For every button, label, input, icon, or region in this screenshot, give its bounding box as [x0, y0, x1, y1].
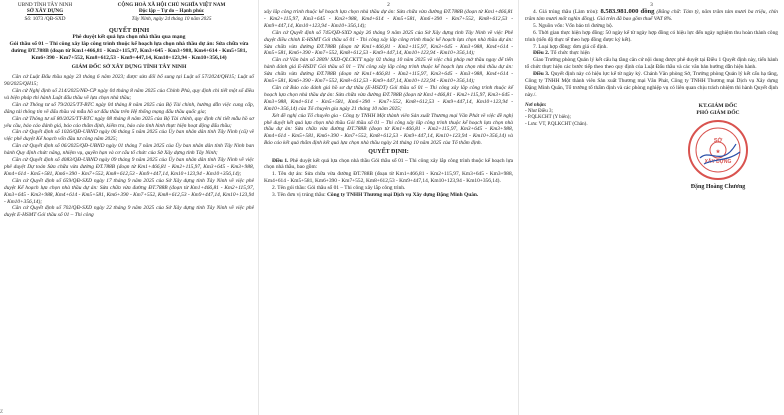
basis-paragraph: Căn cứ Quyết định số 702/QĐ-SXD ngày 22 tháng 9 năm 2025 của Sở Xây dựng tỉnh Tây Ninh về việc phê duyệt E-HSMT Gói thầu số 01 – Thi công	[4, 205, 254, 219]
edge-mark: Z	[0, 410, 4, 415]
agency-name: SỞ XÂY DỰNG	[26, 8, 64, 15]
issuing-authority: GIÁM ĐỐC SỞ XÂY DỰNG TỈNH TÂY NINH	[71, 64, 187, 71]
article-1-item: 6. Thời gian thực hiện hợp đồng: 50 ngày kể từ ngày hợp đồng có hiệu lực đến ngày nghiệm thu hoàn thành công trình (tiến độ thực tế theo hợp đồng được ký kết).	[525, 29, 778, 43]
document-number: Số: 1073 /QĐ-SXD	[24, 16, 66, 23]
signature-section	[525, 103, 778, 191]
basis-paragraph: Căn cứ Văn bản số 2809/ SXD-QLCKTT ngày 02 tháng 10 năm 2025 về việc chủ pháp mở thầu ngay để tiến hành đánh giá E-HSDT Gói thầu số 01 – Thi công xây lắp công trình thuộc kế hoạch lựa chọn nhà thầu dự án: Sửa chữa vừa đường ĐT.788B (đoạn từ Km1+466,81 - Km2+115,97, Km3+645 - Km3+988, Km4+614 - Km5+581, Km6+390 - Km7+552, Km8+612,53 - Km9+447,14, Km10+123,94 - Km10+356,14);	[264, 57, 513, 85]
basis-paragraph: Xét đề nghị của Tổ chuyên gia - Công ty TNHH Một thành viên Sản xuất Thương mại Văn Phát về việc đề nghị phê duyệt kết quả lựa chọn nhà thầu Gói thầu số 01 – Thi công xây lắp công trình thuộc kế hoạch lựa chọn nhà thầu dự án: Sửa chữa vừa đường ĐT.788B (đoạn từ Km1+466,81 - Km2+115,97, Km3+645 - Km3+988, Km4+614 - Km5+581, Km6+390 - Km7+552, Km8+612,53 - Km9+447,14, Km10+123,94 - Km10+356,14) và Báo cáo kết quả thẩm định kết quả lựa chọn nhà thầu ngày 24 tháng 10 năm 2025 của Tổ thẩm định.	[264, 112, 513, 147]
winner-name: Công ty TNHH Thương mại Dịch vụ Xây dựng Đặng Minh Quân.	[327, 192, 479, 199]
article-1-label: Điều 1.	[272, 157, 289, 164]
basis-paragraph: Căn cứ Quyết định số 4083/QĐ-UBND ngày 09 tháng 9 năm 2025 của Ủy ban nhân dân tỉnh Tây Ninh về việc phê duyệt Dự toán Sửa chữa vừa đường ĐT.788B (đoạn từ Km1+466,81 - Km2+115,97, Km3+645 - Km3+988, Km4+614 - Km5+581, Km6+390 - Km7+552, Km8+612,53 - Km9+447,14, Km10+123,94 - Km10+356,14);	[4, 157, 254, 177]
article-3-text: Quyết định này có hiệu lực kể từ ngày ký. Chánh Văn phòng Sở, Trưởng phòng Quản lý kết cấu hạ tầng, Công ty TNHH Một thành viên Sản xuất Thương mại Văn Phát, Công ty TNHH Thương mại Dịch vụ Xây dựng Đặng Minh Quân, Tổ trưởng tổ thẩm định và các phòng nghiệp vụ có liên quan chịu trách nhiệm thi hành Quyết định này./.	[525, 71, 778, 98]
sign-title-2: PHÓ GIÁM ĐỐC	[696, 109, 740, 116]
document-subtitle-1: Phê duyệt kết quả lựa chọn nhà thầu qua mạng	[72, 34, 186, 41]
nation-block	[89, 2, 254, 15]
decision-heading: QUYẾT ĐỊNH:	[368, 149, 409, 156]
article-1-item-winner	[264, 192, 513, 199]
basis-paragraph: Căn cứ Nghị định số 214/2025/NĐ-CP ngày 04 tháng 8 năm 2025 của Chính Phủ, quy định chi tiết một số điều và biện pháp thi hành Luật đấu thầu về lựa chọn nhà thầu;	[4, 88, 254, 101]
article-1-text: Phê duyệt kết quả lựa chọn nhà thầu Gói thầu số 01 – Thi công xây lắp công trình thuộc kế hoạch lựa chọn nhà thầu, bao gồm:	[264, 157, 513, 171]
winning-price-label: 4. Giá trúng thầu (Làm tròn):	[533, 9, 601, 15]
page-number: 3	[650, 2, 653, 8]
basis-paragraph: xây lắp công trình thuộc kế hoạch lựa chọn nhà thầu dự án: Sửa chữa vừa đường ĐT.788B (đoạn từ Km1+466,81 - Km2+115,97, Km3+645 - Km3+988, Km4+614 - Km5+581, Km6+390 - Km7+552, Km8+612,53 - Km9+447,14, Km10+123,94 - Km10+356,14);	[264, 9, 513, 29]
document-header	[4, 2, 254, 15]
page-2	[258, 0, 518, 415]
recipient-item: - P.QLKCHT (Y biên);	[525, 115, 571, 121]
recipient-item: - Như Điều 3;	[525, 109, 553, 115]
article-2-title: Tổ chức thực hiện	[550, 50, 590, 57]
basis-paragraph: Căn cứ Thông tư số 79/2025/TT-BTC ngày 04 tháng 8 năm 2025 của Bộ Tài chính, hướng dẫn việc cung cấp, đăng tải thông tin về đấu thầu và mẫu hồ sơ đấu thầu trên Hệ thống mạng đấu thầu quốc gia;	[4, 101, 254, 115]
article-1-item: 5. Nguồn vốn: Vốn bảo trì đường bộ.	[533, 22, 614, 29]
agency-top: UBND TỈNH TÂY NINH	[17, 2, 73, 8]
article-1-item: 7. Loại hợp đồng: đơn giá cố định.	[533, 43, 608, 50]
article-2-label: Điều 2.	[533, 50, 550, 57]
recipient-item: - Lưu: VT, P.QLKCHT (Chân).	[525, 121, 588, 127]
basis-paragraph: Căn cứ Quyết định số 659/QĐ-SXD ngày 17 tháng 9 năm 2025 của Sở Xây dựng tỉnh Tây Ninh về việc phê duyệt Kế hoạch lựa chọn nhà thầu dự án: Sửa chữa vừa đường ĐT.788B (đoạn từ Km1+466,81 - Km2+115,97, Km3+645 - Km3+988, Km4+614 - Km5+581, Km6+390 - Km7+552, Km8+612,53 - Km9+447,14, Km10+123,94 - Km10+356,14);	[4, 177, 254, 205]
basis-paragraph: Căn cứ Quyết định số 745/QĐ-SXD ngày 26 tháng 9 năm 2025 của Sở Xây dựng tỉnh Tây Ninh về việc Phê duyệt điều chỉnh E-HSMT Gói thầu số 01 - Thi công xây lắp công trình thuộc kế hoạch lựa chọn nhà thầu dự án: Sửa chữa vừa đường ĐT.788B (đoạn từ Km1+466,81 - Km2+115,97, Km3+645 - Km3+988, Km4+614 - Km5+581, Km6+390 - Km7+552, Km8+612,53 - Km9+447,14, Km10+123,94 - Km10+356,14);	[264, 29, 513, 57]
basis-paragraph: Căn cứ Thông tư số 80/2025/TT-BTC ngày 08 tháng 8 năm 2025 của Bộ Tài chính, quy định chi tiết mẫu hồ sơ yêu cầu, báo cáo đánh giá, báo cáo thẩm định, kiểm tra, báo cáo tình hình thực hiện hoạt động đấu thầu;	[4, 115, 254, 129]
basis-paragraph: Căn cứ Quyết định số 1026/QĐ-UBND ngày 06 tháng 5 năm 2025 của Ủy ban nhân dân tỉnh Tây Ninh (cũ) về việc phê duyệt Kế hoạch vốn đầu tư công năm 2025;	[4, 129, 254, 143]
recipients-block	[525, 103, 635, 191]
recipients-title: Nơi nhận:	[525, 102, 547, 108]
place-date: Tây Ninh, ngày 24 tháng 10 năm 2025	[131, 16, 212, 23]
winning-price	[525, 9, 778, 23]
nation-motto: Độc lập – Tự do – Hạnh phúc	[138, 8, 205, 15]
article-3	[525, 71, 778, 99]
winning-price-words: (Bằng chữ: Tám tỷ, năm trăm tám mươi ba triệu, chín trăm tám mươi mốt nghìn đồng). Giá trên đã bao gồm thuế VAT 8%.	[525, 9, 778, 22]
winning-price-value: 8.583.981.000 đồng	[600, 8, 655, 15]
agency-block	[4, 2, 86, 15]
article-1-item: 2. Tên gói thầu: Gói thầu số 01 – Thi công xây lắp công trình.	[272, 185, 406, 192]
sign-title-1: KT.GIÁM ĐỐC	[698, 102, 738, 109]
article-1	[264, 158, 513, 172]
nation-name: CỘNG HOÀ XÃ HỘI CHỦ NGHĨA VIỆT NAM	[117, 2, 226, 8]
signer-name: Đặng Hoàng Chương	[690, 184, 746, 191]
signer-block	[658, 103, 778, 191]
page-1	[0, 0, 258, 415]
document-subtitle-2: Gói thầu số 01 – Thi công xây lắp công trình thuộc kế hoạch lựa chọn nhà thầu dự án: Sửa chữa vừa đường ĐT.788B (đoạn từ Km1+466,81 - Km2+115,97, Km3+645 - Km3+988, Km4+614 - Km5+581, Km6+390 - Km7+552, Km8+612,53 - Km9+447,14, Km10+123,94 - Km10+356,14)	[9, 41, 249, 61]
article-1-item: 1. Tên dự án: Sửa chữa vừa đường ĐT.788B (đoạn từ Km1+466,81 - Km2+115,97, Km3+645 - Km3+988, Km4+614 - Km5+581, Km6+390 - Km7+552, Km8+612,53 - Km9+447,14, Km10+123,94 - Km10+356,14).	[264, 171, 513, 185]
article-3-label: Điều 3.	[533, 71, 550, 78]
basis-paragraph: Căn cứ Báo cáo đánh giá hồ sơ dự thầu (E-HSDT) Gói thầu số 01 – Thi công xây lắp công trình thuộc kế hoạch lựa chọn nhà thầu dự án: Sửa chữa vừa đường ĐT.788B (đoạn từ Km1+466,81 - Km2+115,97, Km3+645 - Km3+988, Km4+614 - Km5+581, Km6+390 - Km7+552, Km8+612,53 - Km9+447,14, Km10+123,94 - Km10+356,14) của Tổ chuyên gia ngày 21 tháng 10 năm 2025;	[264, 84, 513, 112]
seal-graphic	[686, 118, 750, 182]
page-number: 2	[387, 2, 390, 8]
document-title: QUYẾT ĐỊNH	[108, 26, 150, 34]
winner-label: 3. Tên đơn vị trúng thầu:	[272, 192, 328, 199]
svg-text:XÂY DỰNG: XÂY DỰNG	[704, 159, 732, 166]
article-2-text: Giao Trưởng phòng Quản lý kết cấu hạ tầng căn cứ nội dung được phê duyệt tại Điều 1 Quyết định này, tiến hành tổ chức thực hiện các bước tiếp theo theo quy định của Luật Đấu thầu và các văn bản hướng dẫn hiện hành.	[525, 57, 778, 71]
page-3	[518, 0, 784, 415]
svg-text:★: ★	[715, 149, 721, 156]
svg-text:SỞ: SỞ	[713, 138, 723, 145]
official-seal	[686, 118, 750, 182]
basis-paragraph: Căn cứ Luật Đấu thầu ngày 23 tháng 6 năm 2023; được sửa đổi bổ sung tại Luật số 57/2024/QH15; Luật số 90/2025/QH15;	[4, 74, 254, 88]
basis-paragraph: Căn cứ Quyết định số 06/2025/QĐ-UBND ngày 01 tháng 7 năm 2025 của Ủy ban nhân dân tỉnh Tây Ninh ban hành Quy định chức năng, nhiệm vụ, quyền hạn và cơ cấu tổ chức của Sở Xây dựng tỉnh Tây Ninh;	[4, 143, 254, 157]
